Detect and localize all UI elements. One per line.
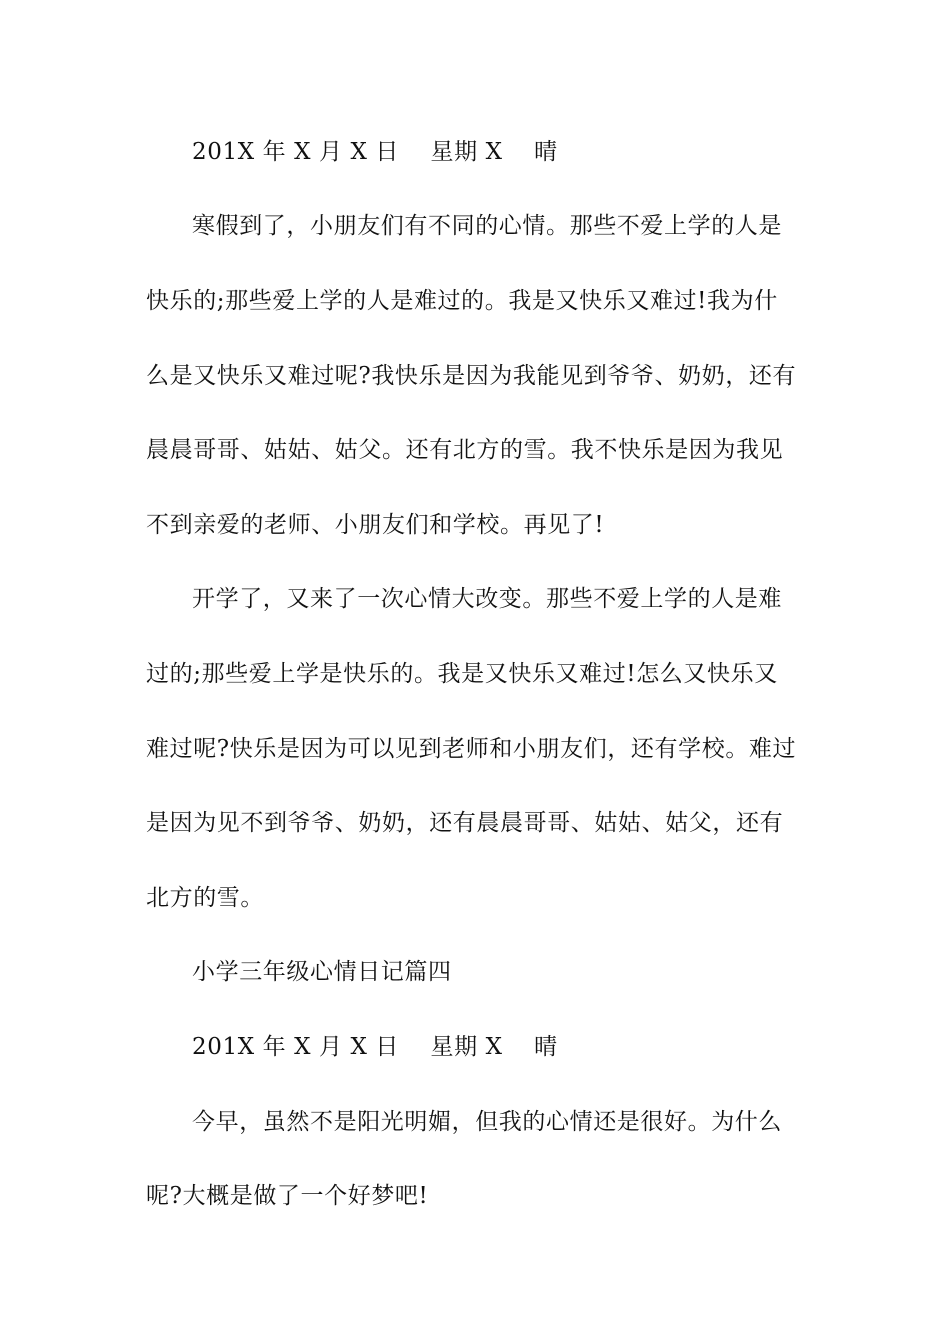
- paragraph-line: 开学了，又来了一次心情大改变。那些不爱上学的人是难: [192, 586, 782, 612]
- section-title: 小学三年级心情日记篇四: [192, 959, 452, 985]
- diary-date-line: 201X 年 X 月 X 日 星期 X 晴: [192, 1034, 558, 1060]
- paragraph-line: 寒假到了，小朋友们有不同的心情。那些不爱上学的人是: [192, 213, 782, 239]
- paragraph-line: 晨晨哥哥、姑姑、姑父。还有北方的雪。我不快乐是因为我见: [146, 437, 784, 463]
- paragraph-line: 么是又快乐又难过呢?我快乐是因为我能见到爷爷、奶奶，还有: [146, 363, 797, 389]
- diary-date-line: 201X 年 X 月 X 日 星期 X 晴: [192, 139, 558, 165]
- paragraph-line: 今早，虽然不是阳光明媚，但我的心情还是很好。为什么: [192, 1109, 782, 1135]
- paragraph-line: 北方的雪。: [146, 885, 264, 911]
- paragraph-line: 过的;那些爱上学是快乐的。我是又快乐又难过!怎么又快乐又: [146, 661, 778, 687]
- paragraph-line: 不到亲爱的老师、小朋友们和学校。再见了!: [146, 512, 605, 538]
- paragraph-line: 呢?大概是做了一个好梦吧!: [146, 1183, 429, 1209]
- paragraph-line: 是因为见不到爷爷、奶奶，还有晨晨哥哥、姑姑、姑父，还有: [146, 810, 784, 836]
- paragraph-line: 快乐的;那些爱上学的人是难过的。我是又快乐又难过!我为什: [146, 288, 778, 314]
- paragraph-line: 难过呢?快乐是因为可以见到老师和小朋友们，还有学校。难过: [146, 736, 797, 762]
